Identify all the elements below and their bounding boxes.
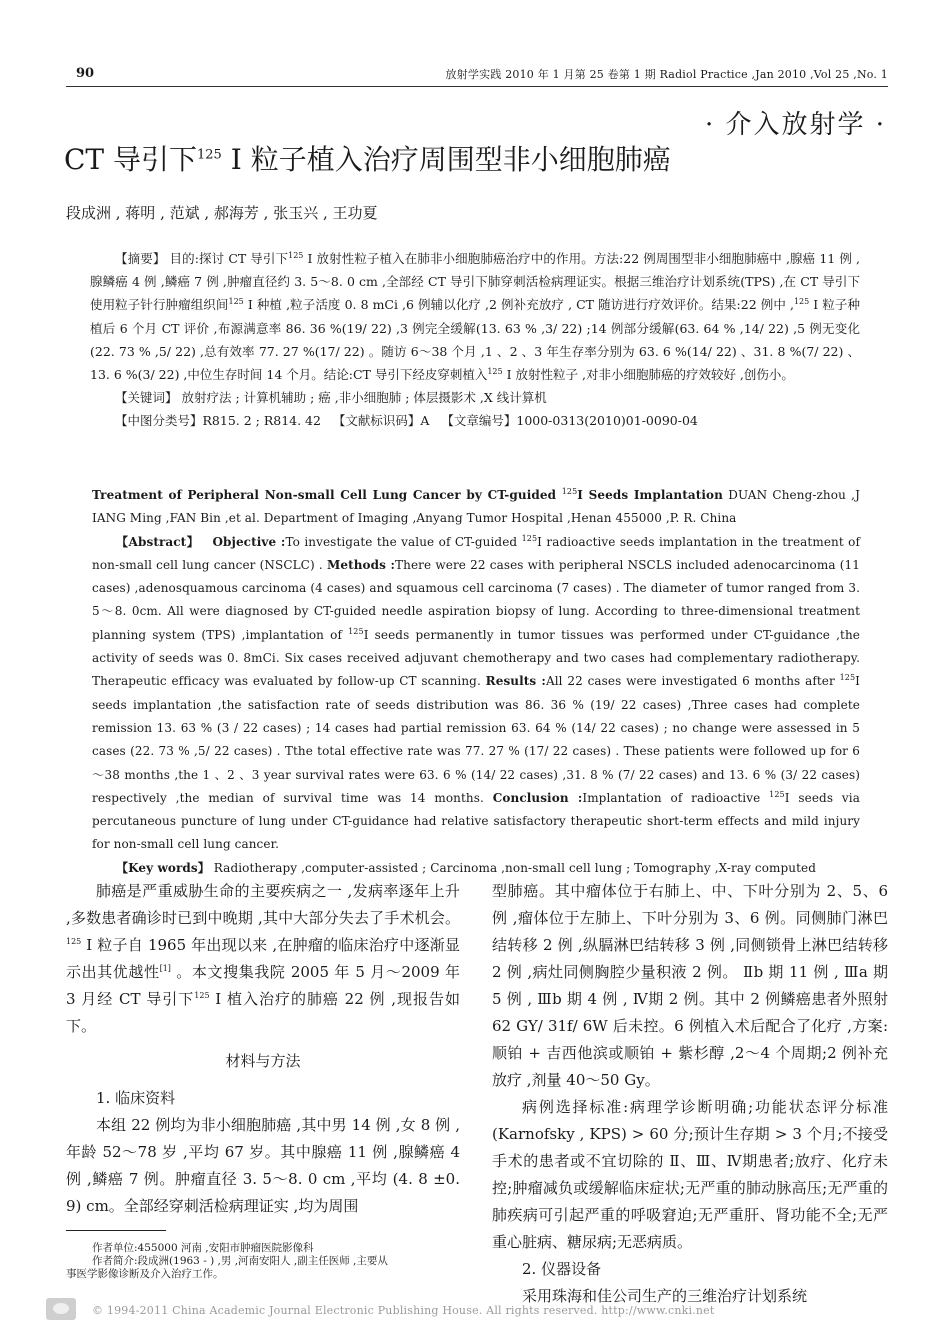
conclusion-text: I seeds via percutaneous puncture of lung under CT-guidance had relative satisfactory therapeutic short-term effects and mild injury for non-small cell lung cancer. <box>92 790 860 852</box>
subheading-clinical-data: 1. 临床资料 <box>96 1089 176 1107</box>
clinical-data-continued: 型肺癌。其中瘤体位于右肺上、中、下叶分别为 2、5、6 例 ,瘤体位于左肺上、下叶分别为 3、6 例。同侧肺门淋巴结转移 2 例 ,纵膈淋巴结转移 3 例 ,同侧锁骨上淋巴结转移 2 例 ,病灶同侧胸腔少量积液 2 例。 Ⅱb 期 11 例 , Ⅲa 期 5 例 , Ⅲb 期 4 例 , Ⅳ期 2 例。其中 2 例鳞癌患者外照射 62 GY/ 31f/ 6W 后未控。6 例植入术后配合了化疗 ,方案:顺铂 + 吉西他滨或顺铂 + 紫杉醇 ,2～4 个周期;2 例补充放疗 ,剂量 40～50 Gy。 <box>492 882 888 1089</box>
abstract-label: 【Abstract】 <box>116 534 200 549</box>
body-left-column <box>66 878 460 1220</box>
article-number-label: 【文章编号】 <box>441 413 517 429</box>
isotope-sup: 125 <box>194 991 210 1000</box>
footnote-affiliation: 作者单位:455000 河南 ,安阳市肿瘤医院影像科 <box>92 1242 314 1254</box>
english-abstract <box>92 484 860 880</box>
title-post: I 粒子植入治疗周围型非小细胞肺癌 <box>221 143 671 176</box>
english-keywords-text: Radiotherapy ,computer-assisted ; Carcinoma ,non-small cell lung ; Tomography ,X-ray computed <box>209 860 817 875</box>
results-text: I seeds implantation ,the satisfaction rate of seeds distribution was 86. 36 % (19/ 22 cases) ,Three cases had complete remission 13. 63 % (3 / 22 cases) ; 14 cases had partial remission 63. 64 % (14/ 22 cases) ; no change were assessed in 5 cases (22. 73 % ,5/ 22 cases) . Tthe total effective rate was 77. 27 % (17/ 22 cases) . These patients were followed up for 6～38 months ,the 1 、2 、3 year survival rates were 63. 6 % (14/ 22 cases) ,31. 8 % (7/ 22 cases) and 13. 6 % (3/ 22 cases) respectively ,the median of survival time was 14 months. <box>92 674 861 805</box>
zh-abstract-text: I 种植 ,粒子活度 0. 8 mCi ,6 例辅以化疗 ,2 例补充放疗 , CT 随访进行疗效评价。结果:22 例中 , <box>243 297 794 313</box>
english-keywords <box>92 857 860 880</box>
intro-text: 肺癌是严重威胁生命的主要疾病之一 ,发病率逐年上升 ,多数患者确诊时已到中晚期 ,其中大部分失去了手术机会。 <box>66 882 460 927</box>
zh-keywords-label: 【关键词】 <box>115 390 178 406</box>
zh-abstract-label: 【摘要】 <box>115 251 166 266</box>
doc-code-value: A <box>420 413 430 429</box>
copyright-notice: © 1994-2011 China Academic Journal Electronic Publishing House. All rights reserved. http://www.cnki.net <box>92 1304 715 1317</box>
isotope-sup: 125 <box>348 626 364 636</box>
author-list: 段成洲 , 蒋明 , 范斌 , 郝海芳 , 张玉兴 , 王功夏 <box>66 204 378 222</box>
isotope-sup: 125 <box>769 789 785 799</box>
reference-marker: [1] <box>159 964 171 973</box>
english-authors: DUAN Cheng-zhou ,J IANG Ming ,FAN Bin ,et al. Department of Imaging ,Anyang Tumor Hospital ,Henan 455000 ,P. R. China <box>92 488 860 526</box>
intro-paragraph <box>66 878 460 1040</box>
isotope-sup: 125 <box>839 673 856 683</box>
intro-text: I 粒子自 1965 年出现以来 ,在肿瘤的临床治疗中逐渐显示出其优越性 <box>66 936 460 981</box>
isotope-sup: 125 <box>288 250 304 260</box>
page-number: 90 <box>76 66 95 81</box>
isotope-sup: 125 <box>521 533 538 543</box>
footnote-bio: 作者简介:段成洲(1963 - ) ,男 ,河南安阳人 ,副主任医师 ,主要从 <box>92 1255 388 1267</box>
methods-text: There were 22 cases with peripheral NSCLS included adenocarcinoma (11 cases) ,adenosquamous carcinoma (4 cases) and squamous cell carcinoma (7 cases) . The diameter of tumor ranged from 3. 5～8. 0cm. All were diagnosed by CT-guided needle aspiration biopsy of lung. According to three-dimensional treatment planning system (TPS) ,implantation of <box>92 557 860 642</box>
objective-label: Objective : <box>212 534 286 549</box>
cnki-logo-icon <box>46 1298 76 1320</box>
title-pre: CT 导引下 <box>64 143 198 176</box>
header-rule <box>66 86 888 87</box>
title-sup: 125 <box>197 147 222 163</box>
doc-code-label: 【文献标识码】 <box>332 413 421 429</box>
english-abstract-paragraph <box>92 531 860 857</box>
clc-label: 【中图分类号】 <box>115 413 203 429</box>
clinical-data-paragraph: 本组 22 例均为非小细胞肺癌 ,其中男 14 例 ,女 8 例 ,年龄 52～78 岁 ,平均 67 岁。其中腺癌 11 例 ,腺鳞癌 4 例 ,鳞癌 7 例。肿瘤直径 3. 5～8. 0 cm ,平均 (4. 8 ±0. 9) cm。全部经穿刺活检病理证实 ,均为周围 <box>66 1116 460 1215</box>
english-title: Treatment of Peripheral Non-small Cell Lung Cancer by CT-guided <box>92 488 562 502</box>
section-heading: · 介入放射学 · <box>704 110 886 140</box>
zh-abstract-paragraph <box>90 247 860 386</box>
isotope-sup: 125 <box>487 366 503 376</box>
results-label: Results : <box>485 674 546 689</box>
selection-criteria-paragraph: 病例选择标准:病理学诊断明确;功能状态评分标准(Karnofsky , KPS) > 60 分;预计生存期 > 3 个月;不接受手术的患者或不宜切除的 Ⅱ、Ⅲ、Ⅳ期患者;放疗、化疗未控;肿瘤减负或缓解临床症状;无严重的肺动脉高压;无严重的肺疾病可引起严重的呼吸窘迫;无严重肝、肾功能不全;无严重心脏病、糖尿病;无恶病质。 <box>492 1098 888 1251</box>
objective-text: To investigate the value of CT-guided <box>285 534 522 549</box>
article-number-value: 1000-0313(2010)01-0090-04 <box>516 413 698 429</box>
isotope-sup: 125 <box>228 297 244 307</box>
footnote-bio-cont: 事医学影像诊断及介入治疗工作。 <box>66 1268 224 1280</box>
zh-abstract-text: I 放射性粒子植入在肺非小细胞肺癌治疗中的作用。方法:22 例周围型非小细胞肺癌中 ,腺癌 11 例 ,腺鳞癌 4 例 ,鳞癌 7 例 ,肿瘤直径约 3. 5～8. 0 cm ,全部经 CT 导引下肺穿刺活检病理证实。根据三维治疗计划系统(TPS) ,在 CT 导引下使用粒子针行肿瘤组织间 <box>90 251 860 313</box>
zh-classification <box>90 409 860 432</box>
article-title <box>64 138 671 178</box>
conclusion-text: Implantation of radioactive <box>582 790 770 805</box>
zh-abstract-text: I 粒子种植后 6 个月 CT 评价 ,布源满意率 86. 36 %(19/ 22) ,3 例完全缓解(13. 63 % ,3/ 22) ;14 例部分缓解(63. 64 % ,14/ 22) ,5 例无变化(22. 73 % ,5/ 22) ,总有效率 77. 27 %(17/ 22) 。随访 6～38 个月 ,1 、2 、3 年生存率分别为 63. 6 %(14/ 22) 、31. 8 %(7/ 22) 、13. 6 %(3/ 22) ,中位生存时间 14 个月。结论:CT 导引下经皮穿刺植入 <box>90 297 860 383</box>
isotope-sup: 125 <box>561 487 578 496</box>
chinese-abstract <box>90 247 860 433</box>
methods-heading: 材料与方法 <box>225 1052 301 1070</box>
author-footnote <box>66 1242 466 1281</box>
zh-abstract-text: I 放射性粒子 ,对非小细胞肺癌的疗效较好 ,创伤小。 <box>502 367 794 383</box>
clc-value: R815. 2 ; R814. 42 <box>202 413 321 429</box>
running-head: 放射学实践 2010 年 1 月第 25 卷第 1 期 Radiol Practice ,Jan 2010 ,Vol 25 ,No. 1 <box>445 68 888 81</box>
intro-text: 。本文搜集我院 2005 年 5 月～2009 年 3 月经 CT 导引下 <box>66 963 460 1008</box>
isotope-sup: 125 <box>66 937 82 946</box>
equipment-paragraph: 采用珠海和佳公司生产的三维治疗计划系统 <box>522 1287 808 1305</box>
zh-abstract-text: 目的:探讨 CT 导引下 <box>165 251 289 266</box>
intro-text: I 植入治疗的肺癌 22 例 ,现报告如下。 <box>66 990 460 1035</box>
conclusion-label: Conclusion : <box>492 790 583 805</box>
subheading-equipment: 2. 仪器设备 <box>522 1260 602 1278</box>
isotope-sup: 125 <box>793 297 810 307</box>
english-title: I Seeds Implantation <box>577 488 723 502</box>
zh-keywords <box>90 386 860 409</box>
methods-label: Methods : <box>326 557 396 572</box>
footnote-rule <box>66 1230 166 1231</box>
results-text: All 22 cases were investigated 6 months after <box>545 674 840 689</box>
english-title-line <box>92 484 860 531</box>
english-keywords-label: 【Key words】 <box>116 860 210 875</box>
objective-text: I radioactive seeds implantation in the treatment of non-small cell lung cancer (NSCLC) . <box>92 534 861 572</box>
methods-text: I seeds permanently in tumor tissues was performed under CT-guidance ,the activity of seeds was 0. 8mCi. Six cases received adjuvant chemotherapy and two cases had complementary radiotherapy. Therapeutic efficacy was evaluated by follow-up CT scanning. <box>92 627 860 689</box>
body-right-column <box>492 878 888 1310</box>
zh-keywords-text: 放射疗法 ; 计算机辅助 ; 癌 ,非小细胞肺 ; 体层摄影术 ,X 线计算机 <box>177 390 547 406</box>
